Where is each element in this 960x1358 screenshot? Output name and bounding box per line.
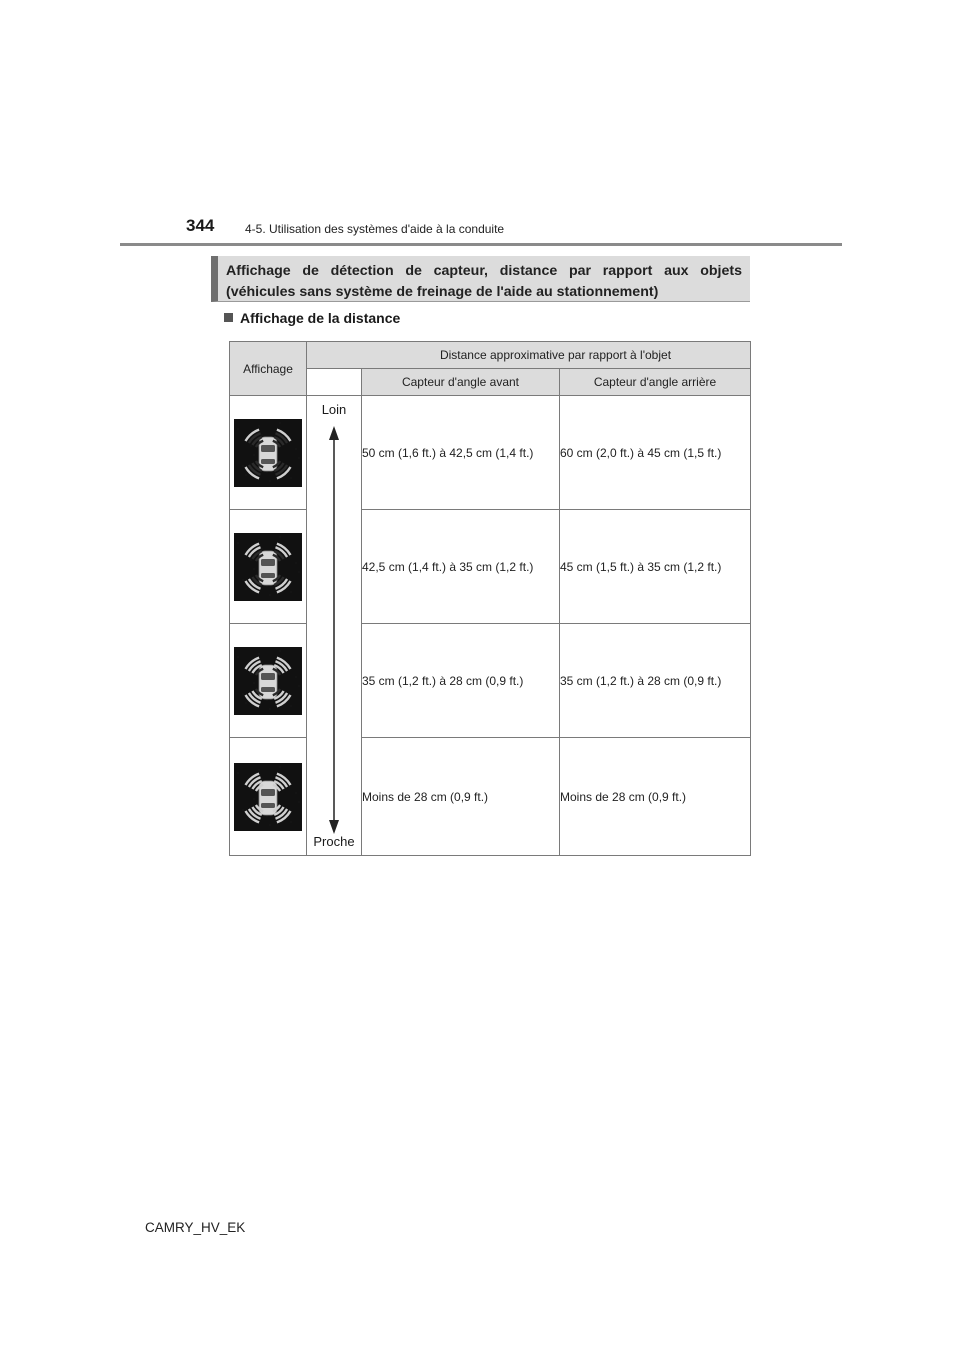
header-rear: Capteur d'angle arrière — [560, 369, 751, 396]
near-label: Proche — [313, 834, 355, 849]
display-cell — [230, 510, 307, 624]
model-code: CAMRY_HV_EK — [145, 1220, 246, 1235]
display-cell — [230, 624, 307, 738]
page-number: 344 — [186, 216, 215, 235]
subheading-text: Affichage de la distance — [240, 310, 401, 326]
sensor-display-image — [234, 419, 302, 487]
sensor-display-image — [234, 647, 302, 715]
header-front: Capteur d'angle avant — [362, 369, 560, 396]
subheading — [224, 310, 400, 326]
display-cell — [230, 396, 307, 510]
header-distance — [307, 342, 751, 369]
table-row — [230, 396, 751, 510]
square-bullet-icon — [224, 313, 233, 322]
rear-distance: 45 cm (1,5 ft.) à 35 cm (1,2 ft.) — [560, 510, 751, 624]
header-distance-text: Distance approximative par rapport à l'objet — [439, 348, 672, 362]
double-arrow-icon — [307, 426, 361, 836]
distance-arrow-cell — [307, 396, 362, 856]
section-title: Affichage de détection de capteur, distance par rapport aux objets (véhicules sans système de freinage de l'aide au stationnement) — [226, 263, 742, 300]
sensor-display-image — [234, 763, 302, 831]
rear-distance: 60 cm (2,0 ft.) à 45 cm (1,5 ft.) — [560, 396, 751, 510]
section-title-box — [211, 256, 750, 302]
distance-table — [229, 341, 751, 856]
far-label: Loin — [321, 402, 347, 417]
front-distance: 35 cm (1,2 ft.) à 28 cm (0,9 ft.) — [362, 624, 560, 738]
front-distance: 50 cm (1,6 ft.) à 42,5 cm (1,4 ft.) — [362, 396, 560, 510]
running-head: 4-5. Utilisation des systèmes d'aide à la conduite — [245, 222, 505, 236]
header-blank — [307, 369, 362, 396]
display-cell — [230, 738, 307, 856]
sensor-display-image — [234, 533, 302, 601]
header-rule — [120, 243, 842, 246]
header-display: Affichage — [230, 342, 307, 396]
front-distance: 42,5 cm (1,4 ft.) à 35 cm (1,2 ft.) — [362, 510, 560, 624]
rear-distance: Moins de 28 cm (0,9 ft.) — [560, 738, 751, 856]
front-distance: Moins de 28 cm (0,9 ft.) — [362, 738, 560, 856]
rear-distance: 35 cm (1,2 ft.) à 28 cm (0,9 ft.) — [560, 624, 751, 738]
